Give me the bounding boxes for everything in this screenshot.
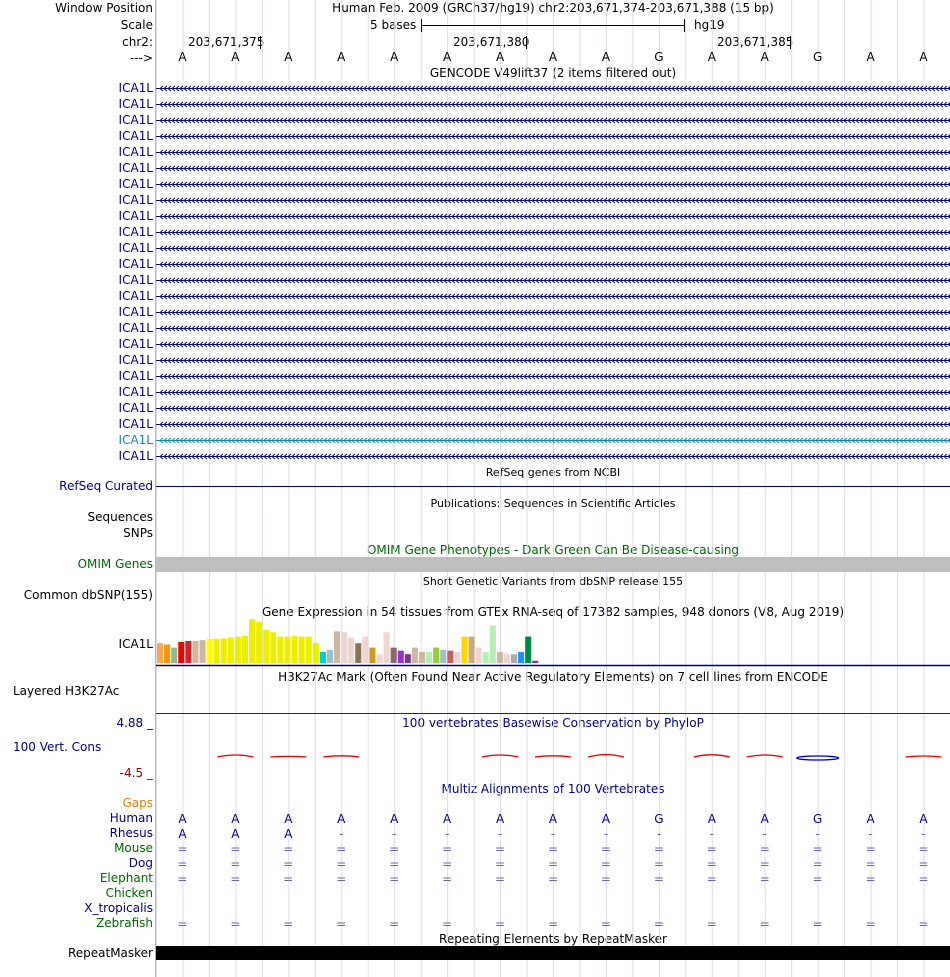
conservation-max: 4.88 _ [116,716,153,730]
gtex-bar-19 [292,636,298,663]
gencode-strand-arrows [160,310,950,315]
multiz-cell: A [284,827,293,841]
gtex-bar-51 [518,652,524,663]
conservation-peak-6 [482,755,518,757]
h3k27ac-title[interactable]: H3K27Ac Mark (Often Found Near Active Regulatory Elements) on 7 cell lines from ENCODE [278,670,828,684]
gtex-bar-44 [469,637,475,663]
multiz-title[interactable]: Multiz Alignments of 100 Vertebrates [441,782,665,796]
conservation-min: -4.5 _ [119,766,153,780]
publications-snps-label[interactable]: SNPs [123,526,153,540]
gtex-bar-1 [164,645,170,663]
gencode-gene-label[interactable]: ICA1L [118,385,153,399]
multiz-cell: = [283,917,294,931]
gencode-gene-label[interactable]: ICA1L [118,289,153,303]
gencode-strand-arrows [160,374,950,379]
gtex-bar-49 [504,653,510,663]
conservation-trough-12 [797,756,839,760]
coord-tick-3: 203,671,385 [717,35,794,49]
conservation-peak-2 [270,756,306,757]
multiz-cell: A [548,812,558,826]
multiz-cell: = [865,842,876,856]
conservation-peak-14 [906,756,942,757]
conservation-peak-7 [535,756,571,757]
gencode-gene-label[interactable]: ICA1L [118,225,153,239]
gencode-gene-label[interactable]: ICA1L [118,449,153,463]
gencode-strand-arrows [160,230,950,235]
multiz-cell: = [177,857,188,871]
omim-title[interactable]: OMIM Gene Phenotypes - Dark Green Can Be Disease-causing [366,543,740,557]
gtex-bar-31 [376,654,382,663]
multiz-cell: = [653,917,664,931]
base-9: G [654,50,664,64]
gencode-strand-arrows [160,278,950,283]
gtex-title[interactable]: Gene Expression in 54 tissues from GTEx RNA-seq of 17382 samples, 948 donors (V8, Aug 2019) [261,605,845,619]
conservation-label[interactable]: 100 Vert. Cons [13,740,102,754]
repeatmasker-title[interactable]: Repeating Elements by RepeatMasker [439,932,667,946]
base-12: G [813,50,823,64]
gtex-bar-4 [185,641,191,663]
gencode-strand-arrows [160,422,950,427]
chrom-label: chr2: [122,35,153,49]
gencode-gene-label[interactable]: ICA1L [118,369,153,383]
base-1: A [231,50,240,64]
gencode-gene-label[interactable]: ICA1L [118,161,153,175]
gencode-strand-arrows [160,246,950,251]
gtex-bar-52 [525,637,531,663]
gencode-strand-arrows [160,390,950,395]
gtex-bar-26 [341,632,347,663]
gencode-gene-label[interactable]: ICA1L [118,209,153,223]
gtex-bar-5 [192,641,198,663]
gencode-strand-arrows [160,358,950,363]
multiz-cell: = [918,872,929,886]
multiz-cell: = [283,872,294,886]
gencode-strand-arrows [160,182,950,187]
multiz-cell: = [600,857,611,871]
gtex-bar-32 [384,632,390,663]
scale-text: 5 bases [370,18,417,32]
conservation-peak-1 [217,755,253,757]
base-10: A [707,50,716,64]
multiz-cell: - [497,827,503,841]
multiz-cell: = [547,917,559,931]
multiz-cell: = [706,917,717,931]
multiz-cell: = [600,917,611,931]
gtex-bar-38 [426,652,432,663]
multiz-cell: - [550,827,556,841]
omim-label[interactable]: OMIM Genes [77,557,153,571]
multiz-cell: A [866,812,875,826]
multiz-cell: A [231,812,240,826]
multiz-cell: = [706,872,717,886]
coord-tick-2: 203,671,380 [453,35,530,49]
multiz-cell: - [603,827,609,841]
multiz-cell: = [495,917,506,931]
multiz-cell: A [284,812,293,826]
multiz-cell: = [336,842,347,856]
multiz-cell: - [921,827,926,841]
gtex-bar-13 [249,619,255,663]
gtex-bar-14 [256,622,262,663]
multiz-cell: = [918,917,929,931]
multiz-cell: = [706,857,717,871]
gtex-bar-43 [461,637,467,663]
multiz-cell: A [178,827,187,841]
base-4: A [390,50,399,64]
gtex-bar-23 [320,652,326,663]
multiz-cell: = [865,857,876,871]
gtex-bar-24 [327,650,333,663]
gencode-gene-label[interactable]: ICA1L [118,337,153,351]
scale-assembly: hg19 [694,18,725,32]
multiz-cell: = [918,842,929,856]
refseq-title[interactable]: RefSeq genes from NCBI [485,466,621,479]
multiz-cell: A [443,812,452,826]
multiz-species-label[interactable]: Gaps [122,796,153,810]
multiz-cell: = [547,842,559,856]
gtex-bar-36 [412,648,418,663]
window-position-text: Human Feb. 2009 (GRCh37/hg19) chr2:203,671,374-203,671,388 (15 bp) [332,1,774,15]
multiz-cell: = [600,842,611,856]
gtex-bar-22 [313,643,319,663]
gtex-bar-15 [263,630,269,663]
gtex-label[interactable]: ICA1L [118,637,153,651]
gtex-bar-28 [355,643,361,663]
gencode-gene-label[interactable]: ICA1L [118,145,153,159]
gtex-bar-2 [171,648,177,663]
multiz-cell: - [656,827,662,841]
multiz-cell: - [339,827,344,841]
multiz-cell: = [283,857,294,871]
gtex-bar-41 [447,651,453,663]
base-3: A [337,50,346,64]
gencode-strand-arrows [160,86,950,91]
multiz-cell: = [230,917,241,931]
multiz-species-label[interactable]: Human [109,811,153,825]
conservation-peak-10 [694,755,730,757]
multiz-cell: = [389,917,400,931]
gtex-bar-53 [532,661,538,663]
conservation-peak-11 [747,755,783,757]
base-14: A [919,50,928,64]
gtex-bar-21 [306,637,312,663]
multiz-cell: = [177,872,188,886]
dbsnp-label[interactable]: Common dbSNP(155) [23,588,153,602]
multiz-cell: = [442,842,453,856]
gencode-strand-arrows [160,438,950,443]
multiz-cell: - [815,827,820,841]
gencode-gene-label[interactable]: ICA1L [118,401,153,415]
gtex-bar-3 [178,642,184,663]
multiz-cell: = [547,872,559,886]
gencode-strand-arrows [160,166,950,171]
multiz-cell: = [442,857,453,871]
gencode-gene-label[interactable]: ICA1L [118,177,153,191]
gtex-bar-30 [369,648,375,663]
window-position-label: Window Position [55,1,153,15]
gtex-bar-48 [497,652,503,663]
publications-title[interactable]: Publications: Sequences in Scientific Articles [430,497,676,510]
gtex-bar-12 [242,636,248,663]
gencode-strand-arrows [160,326,950,331]
multiz-cell: = [812,917,823,931]
multiz-cell: A [495,812,505,826]
strand-label: ---> [129,51,153,65]
gtex-bar-6 [199,640,205,663]
multiz-cell: - [444,827,450,841]
base-2: A [284,50,293,64]
multiz-cell: = [600,872,611,886]
multiz-cell: A [707,812,716,826]
multiz-cell: = [230,857,241,871]
gtex-bar-29 [362,637,368,663]
multiz-cell: = [759,842,770,856]
multiz-cell: = [918,857,929,871]
conservation-title[interactable]: 100 vertebrates Basewise Conservation by PhyloP [402,716,704,730]
multiz-cell: = [283,842,294,856]
conservation-peak-3 [323,756,359,757]
gencode-strand-arrows [160,150,950,155]
multiz-cell: - [868,827,873,841]
gencode-gene-label[interactable]: ICA1L [118,305,153,319]
base-6: A [495,50,505,64]
multiz-cell: = [812,857,823,871]
multiz-cell: = [177,917,188,931]
gencode-strand-arrows [160,198,950,203]
gencode-gene-label[interactable]: ICA1L [118,193,153,207]
multiz-cell: = [495,872,506,886]
gencode-strand-arrows [160,342,950,347]
dbsnp-title[interactable]: Short Genetic Variants from dbSNP release 155 [422,575,684,588]
multiz-cell: = [812,842,823,856]
gencode-strand-arrows [160,214,950,219]
gencode-gene-label[interactable]: ICA1L [118,241,153,255]
multiz-cell: = [442,917,453,931]
multiz-cell: = [547,857,559,871]
gtex-bar-46 [483,652,489,663]
multiz-cell: = [759,917,770,931]
multiz-cell: = [759,872,770,886]
gtex-bar-34 [398,651,404,663]
gtex-bar-33 [391,648,397,663]
gencode-strand-arrows [160,294,950,299]
gtex-bar-16 [270,632,276,663]
multiz-cell: = [653,857,664,871]
gtex-bar-18 [284,637,290,663]
multiz-cell: = [336,917,347,931]
base-13: A [866,50,875,64]
base-8: A [601,50,611,64]
gtex-bar-27 [348,637,354,663]
multiz-cell: = [177,842,188,856]
multiz-cell: - [709,827,714,841]
multiz-cell: = [336,857,347,871]
gtex-bar-39 [433,648,439,663]
multiz-cell: = [759,857,770,871]
gtex-bar-42 [454,652,460,663]
coord-tick-1: 203,671,375 [188,35,265,49]
gtex-bar-20 [299,637,305,663]
gtex-bar-0 [157,643,163,663]
refseq-label[interactable]: RefSeq Curated [59,479,153,493]
base-7: A [548,50,558,64]
conservation-peak-8 [588,755,624,757]
multiz-cell: - [392,827,397,841]
multiz-cell: = [865,872,876,886]
gtex-bar-8 [214,639,220,663]
gtex-bar-7 [207,639,213,663]
gencode-strand-arrows [160,102,950,107]
multiz-cell: G [654,812,664,826]
multiz-cell: = [653,842,664,856]
multiz-species-label[interactable]: Zebrafish [96,916,153,930]
multiz-cell: = [495,842,506,856]
multiz-cell: A [390,812,399,826]
gencode-strand-arrows [160,262,950,267]
gencode-gene-label[interactable]: ICA1L [118,113,153,127]
gencode-gene-label[interactable]: ICA1L [118,97,153,111]
multiz-cell: = [336,872,347,886]
gencode-gene-label[interactable]: ICA1L [118,81,153,95]
gtex-bar-17 [277,637,283,663]
multiz-cell: G [813,812,823,826]
base-5: A [443,50,452,64]
omim-bar [156,557,950,572]
multiz-cell: A [178,812,187,826]
gencode-gene-label[interactable]: ICA1L [118,353,153,367]
scale-label: Scale [120,18,153,32]
gencode-gene-label[interactable]: ICA1L [118,257,153,271]
h3k27ac-label[interactable]: Layered H3K27Ac [13,684,120,698]
gencode-gene-label[interactable]: ICA1L [118,129,153,143]
multiz-cell: = [230,842,241,856]
gencode-gene-label[interactable]: ICA1L [118,433,153,447]
gtex-bar-35 [405,654,411,663]
gtex-bar-9 [221,638,227,663]
gtex-bar-37 [419,652,425,663]
multiz-cell: = [812,872,823,886]
gtex-bar-50 [511,654,517,663]
gtex-bar-45 [476,648,482,663]
repeatmasker-label[interactable]: RepeatMasker [67,946,153,960]
publications-sequences-label[interactable]: Sequences [87,510,153,524]
gencode-gene-label[interactable]: ICA1L [118,321,153,335]
gencode-title[interactable]: GENCODE V49lift37 (2 items filtered out) [429,66,677,80]
gtex-bar-25 [334,631,340,663]
gtex-bar-40 [440,650,446,663]
multiz-cell: = [389,857,400,871]
multiz-cell: = [389,842,400,856]
base-0: A [178,50,187,64]
gtex-bar-47 [490,626,496,663]
multiz-cell: A [337,812,346,826]
multiz-cell: = [865,917,876,931]
gtex-bar-11 [235,637,241,663]
multiz-cell: = [230,872,241,886]
gencode-gene-label[interactable]: ICA1L [118,273,153,287]
multiz-species-label[interactable]: Elephant [99,871,153,885]
multiz-cell: - [762,827,767,841]
multiz-cell: = [653,872,664,886]
gencode-strand-arrows [160,134,950,139]
multiz-cell: A [919,812,928,826]
multiz-species-label[interactable]: Rhesus [109,826,153,840]
gencode-strand-arrows [160,118,950,123]
multiz-species-label[interactable]: Dog [128,856,153,870]
multiz-cell: A [601,812,611,826]
gtex-bar-10 [228,637,234,663]
multiz-cell: = [706,842,717,856]
multiz-species-label[interactable]: X_tropicalis [84,901,153,915]
gencode-strand-arrows [160,454,950,459]
base-11: A [760,50,769,64]
gencode-strand-arrows [160,406,950,411]
repeatmasker-bar [156,946,950,960]
multiz-cell: = [389,872,400,886]
multiz-cell: A [760,812,769,826]
gencode-gene-label[interactable]: ICA1L [118,417,153,431]
multiz-cell: A [231,827,240,841]
multiz-cell: = [495,857,506,871]
multiz-species-label[interactable]: Mouse [114,841,153,855]
multiz-species-label[interactable]: Chicken [105,886,153,900]
multiz-cell: = [442,872,453,886]
